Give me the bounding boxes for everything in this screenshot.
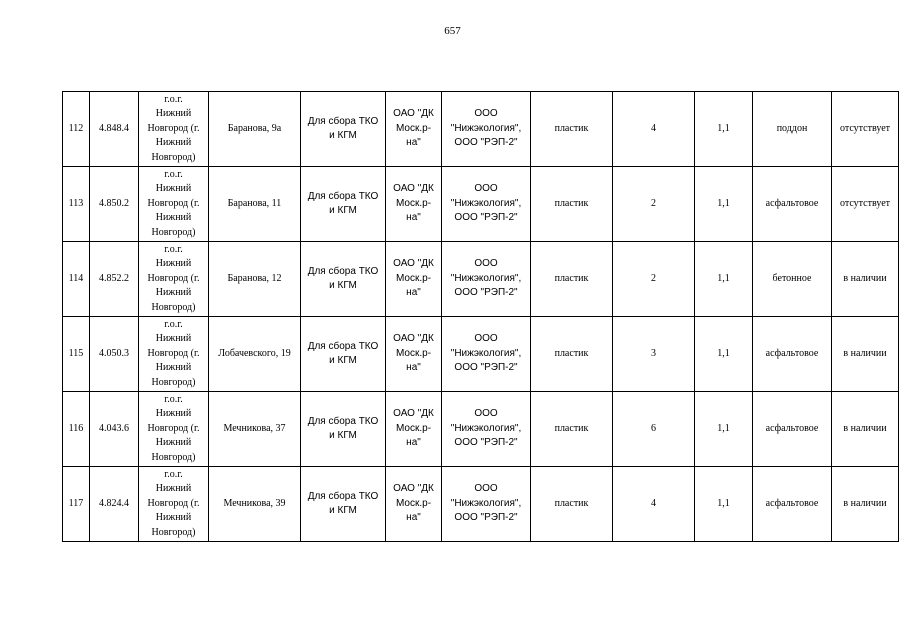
material-cell: пластик: [531, 317, 613, 392]
purpose-line: и КГМ: [329, 280, 357, 291]
owner-line: на": [406, 287, 421, 299]
table-row: [63, 167, 899, 242]
purpose-cell: [301, 167, 386, 242]
container-volume-cell: 1,1: [695, 167, 753, 242]
owner-line: ОАО "ДК: [393, 333, 434, 345]
district-line: г.о.г.: [164, 168, 183, 180]
district-line: Нижний: [155, 258, 192, 270]
district-line: г.о.г.: [164, 318, 183, 330]
operator-cell: [442, 392, 531, 467]
purpose-cell: [301, 317, 386, 392]
container-count-cell: 6: [613, 392, 695, 467]
district-line: Новгород): [151, 226, 196, 238]
row-number-cell: 114: [63, 242, 90, 317]
district-line: Новгород (г.: [147, 272, 200, 284]
district-line: Нижний: [155, 512, 192, 524]
operator-line: ООО "РЭП-2": [454, 437, 518, 449]
address-cell: Баранова, 12: [209, 242, 301, 317]
material-cell: пластик: [531, 242, 613, 317]
container-volume-cell: 1,1: [695, 392, 753, 467]
district-line: Новгород): [151, 451, 196, 463]
owner-line: на": [406, 437, 421, 449]
purpose-line: и КГМ: [329, 430, 357, 441]
purpose-line: Для сбора ТКО: [307, 340, 379, 352]
district-line: Нижний: [155, 108, 192, 120]
owner-line: Моск.р-: [395, 422, 432, 434]
address-cell: Лобачевского, 19: [209, 317, 301, 392]
owner-line: на": [406, 362, 421, 374]
row-number-cell: 115: [63, 317, 90, 392]
owner-cell: [386, 92, 442, 167]
district-line: г.о.г.: [164, 393, 183, 405]
district-line: Новгород): [151, 376, 196, 388]
district-line: Нижний: [155, 483, 192, 495]
operator-line: "Нижэкология",: [450, 347, 522, 359]
purpose-cell: [301, 242, 386, 317]
operator-line: ООО: [474, 408, 498, 420]
operator-line: "Нижэкология",: [450, 272, 522, 284]
surface-cell: бетонное: [753, 242, 832, 317]
row-number-cell: 112: [63, 92, 90, 167]
owner-cell: [386, 467, 442, 542]
material-cell: пластик: [531, 92, 613, 167]
site-code-cell: 4.848.4: [90, 92, 139, 167]
material-cell: пластик: [531, 167, 613, 242]
purpose-cell: [301, 92, 386, 167]
district-line: Нижний: [155, 408, 192, 420]
purpose-line: Для сбора ТКО: [307, 490, 379, 502]
material-cell: пластик: [531, 392, 613, 467]
owner-line: на": [406, 512, 421, 524]
district-line: Новгород (г.: [147, 197, 200, 209]
district-cell: [139, 392, 209, 467]
operator-line: ООО "РЭП-2": [454, 512, 518, 524]
district-line: Новгород (г.: [147, 122, 200, 134]
registry-table: [62, 91, 899, 542]
container-count-cell: 2: [613, 242, 695, 317]
district-line: Нижний: [155, 333, 192, 345]
container-volume-cell: 1,1: [695, 467, 753, 542]
operator-line: ООО: [474, 333, 498, 345]
surface-cell: асфальтовое: [753, 167, 832, 242]
fence-cell: в наличии: [832, 467, 899, 542]
purpose-line: Для сбора ТКО: [307, 415, 379, 427]
district-line: Новгород (г.: [147, 347, 200, 359]
operator-line: ООО: [474, 183, 498, 195]
district-line: Новгород): [151, 151, 196, 163]
fence-cell: в наличии: [832, 317, 899, 392]
owner-cell: [386, 392, 442, 467]
fence-cell: в наличии: [832, 242, 899, 317]
operator-cell: [442, 92, 531, 167]
owner-line: ОАО "ДК: [393, 258, 434, 270]
surface-cell: поддон: [753, 92, 832, 167]
address-cell: Мечникова, 39: [209, 467, 301, 542]
operator-line: ООО: [474, 108, 498, 120]
purpose-line: и КГМ: [329, 505, 357, 516]
container-volume-cell: 1,1: [695, 242, 753, 317]
surface-cell: асфальтовое: [753, 467, 832, 542]
owner-cell: [386, 317, 442, 392]
district-line: Новгород): [151, 526, 196, 538]
owner-line: Моск.р-: [395, 197, 432, 209]
district-line: Нижний: [155, 183, 192, 195]
row-number-cell: 117: [63, 467, 90, 542]
operator-line: "Нижэкология",: [450, 497, 522, 509]
owner-line: ОАО "ДК: [393, 183, 434, 195]
site-code-cell: 4.852.2: [90, 242, 139, 317]
district-cell: [139, 467, 209, 542]
district-cell: [139, 92, 209, 167]
container-volume-cell: 1,1: [695, 92, 753, 167]
address-cell: Баранова, 11: [209, 167, 301, 242]
operator-line: "Нижэкология",: [450, 197, 522, 209]
purpose-line: Для сбора ТКО: [307, 115, 379, 127]
purpose-cell: [301, 392, 386, 467]
container-count-cell: 4: [613, 92, 695, 167]
address-cell: Баранова, 9а: [209, 92, 301, 167]
district-line: г.о.г.: [164, 93, 183, 105]
material-cell: пластик: [531, 467, 613, 542]
container-volume-cell: 1,1: [695, 317, 753, 392]
address-cell: Мечникова, 37: [209, 392, 301, 467]
table-row: [63, 92, 899, 167]
fence-cell: в наличии: [832, 392, 899, 467]
purpose-line: и КГМ: [329, 130, 357, 141]
operator-line: ООО: [474, 258, 498, 270]
page-number: 657: [444, 25, 461, 37]
owner-line: ОАО "ДК: [393, 108, 434, 120]
purpose-line: и КГМ: [329, 355, 357, 366]
operator-cell: [442, 467, 531, 542]
district-line: Нижний: [155, 287, 192, 299]
row-number-cell: 113: [63, 167, 90, 242]
district-line: Новгород): [151, 301, 196, 313]
district-cell: [139, 167, 209, 242]
district-line: Нижний: [155, 362, 192, 374]
owner-line: на": [406, 137, 421, 149]
operator-line: ООО "РЭП-2": [454, 362, 518, 374]
purpose-line: и КГМ: [329, 205, 357, 216]
container-count-cell: 3: [613, 317, 695, 392]
district-line: Нижний: [155, 137, 192, 149]
container-count-cell: 4: [613, 467, 695, 542]
owner-line: Моск.р-: [395, 347, 432, 359]
site-code-cell: 4.850.2: [90, 167, 139, 242]
table-row: [63, 242, 899, 317]
purpose-line: Для сбора ТКО: [307, 190, 379, 202]
operator-line: "Нижэкология",: [450, 122, 522, 134]
fence-cell: отсутствует: [832, 167, 899, 242]
fence-cell: отсутствует: [832, 92, 899, 167]
operator-cell: [442, 167, 531, 242]
surface-cell: асфальтовое: [753, 317, 832, 392]
district-line: Нижний: [155, 212, 192, 224]
purpose-cell: [301, 467, 386, 542]
operator-line: ООО "РЭП-2": [454, 212, 518, 224]
district-line: Нижний: [155, 437, 192, 449]
owner-line: ОАО "ДК: [393, 483, 434, 495]
district-cell: [139, 242, 209, 317]
surface-cell: асфальтовое: [753, 392, 832, 467]
table-row: [63, 392, 899, 467]
district-line: г.о.г.: [164, 468, 183, 480]
operator-cell: [442, 242, 531, 317]
district-line: г.о.г.: [164, 243, 183, 255]
site-code-cell: 4.824.4: [90, 467, 139, 542]
owner-cell: [386, 242, 442, 317]
site-code-cell: 4.043.6: [90, 392, 139, 467]
operator-line: "Нижэкология",: [450, 422, 522, 434]
operator-line: ООО: [474, 483, 498, 495]
site-code-cell: 4.050.3: [90, 317, 139, 392]
operator-line: ООО "РЭП-2": [454, 287, 518, 299]
operator-line: ООО "РЭП-2": [454, 137, 518, 149]
table-row: [63, 317, 899, 392]
table-row: [63, 467, 899, 542]
container-count-cell: 2: [613, 167, 695, 242]
owner-line: ОАО "ДК: [393, 408, 434, 420]
owner-line: Моск.р-: [395, 122, 432, 134]
owner-cell: [386, 167, 442, 242]
row-number-cell: 116: [63, 392, 90, 467]
purpose-line: Для сбора ТКО: [307, 265, 379, 277]
district-cell: [139, 317, 209, 392]
district-line: Новгород (г.: [147, 497, 200, 509]
district-line: Новгород (г.: [147, 422, 200, 434]
operator-cell: [442, 317, 531, 392]
owner-line: Моск.р-: [395, 497, 432, 509]
owner-line: Моск.р-: [395, 272, 432, 284]
owner-line: на": [406, 212, 421, 224]
